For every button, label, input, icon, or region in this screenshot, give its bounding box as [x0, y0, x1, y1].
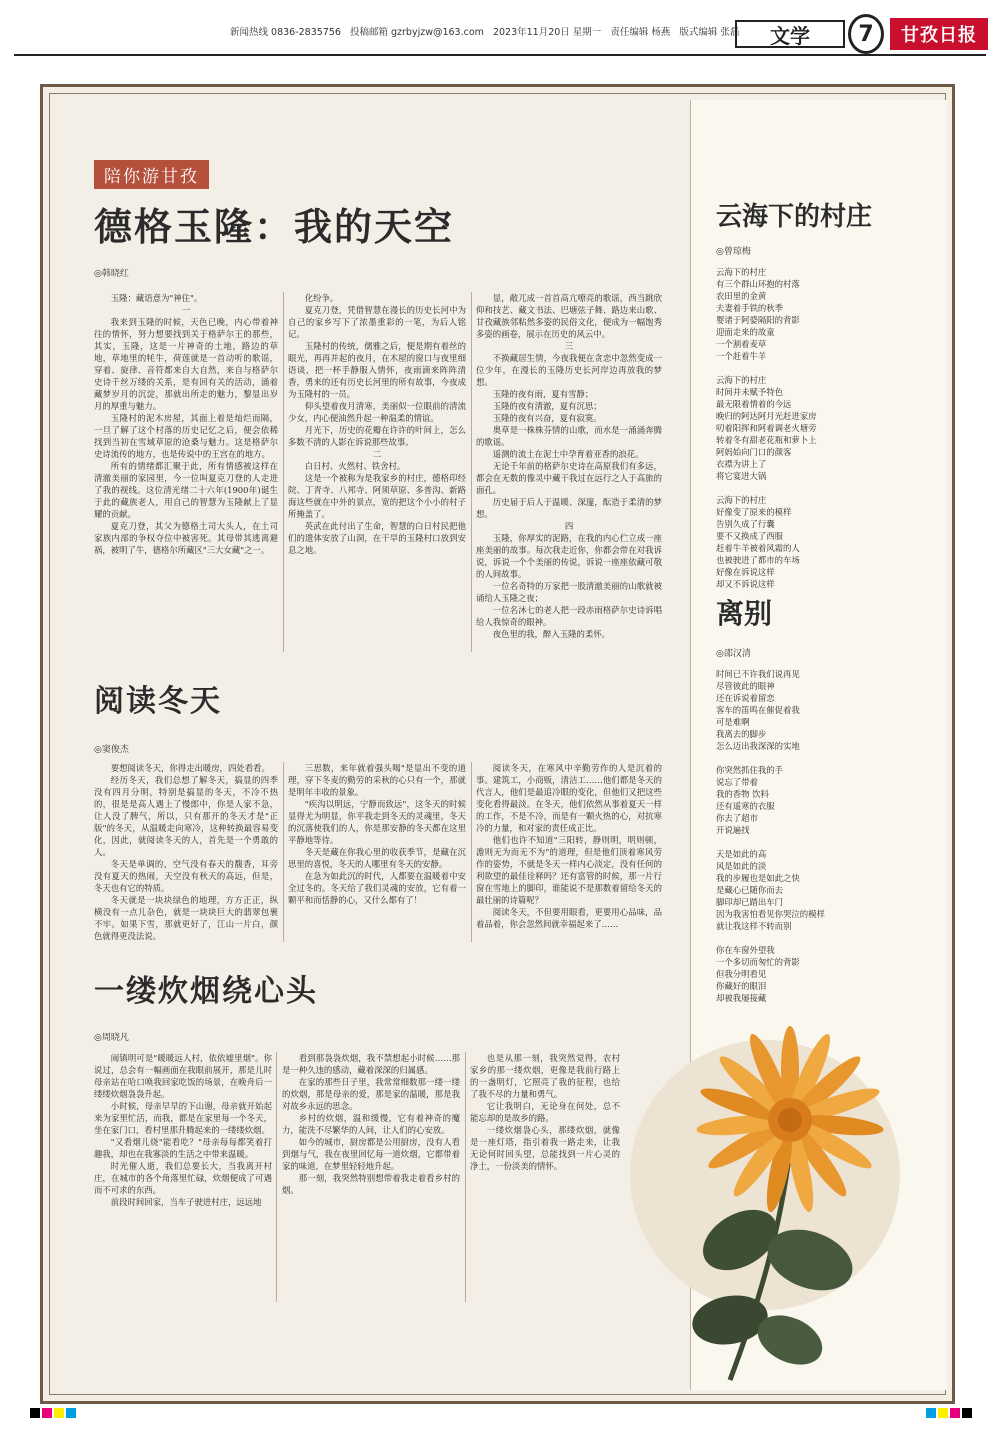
poem2-byline: ◎邵汉清	[716, 649, 751, 659]
email: 投稿邮箱 gzrbyjzw@163.com	[349, 27, 484, 38]
paragraph: 英武在此付出了生命，智慧的白日村民把他们的遗体安放了山洞，在干旱的玉隆村口放到安息之地。	[288, 521, 466, 555]
poem-line: 有三个群山环抱的村落	[716, 279, 800, 289]
registration-mark	[950, 1408, 960, 1418]
poem-line: 时间已不许我们说再见	[716, 669, 800, 679]
registration-mark	[962, 1408, 972, 1418]
paragraph: 冬天就是一块块绿色的地理，方方正正，纵横没有一点儿杂色，就是一块块巨大的翡翠包裹不牢。如果下雪，那就更好了，江山一片白，颜色就得更没法说。	[94, 895, 278, 941]
poem-line: 好像变了原来的模样	[716, 507, 792, 517]
poem-line: 一个多切而匆忙的背影	[716, 957, 800, 967]
poem-line: 是藏心已随你而去	[716, 885, 783, 895]
chrysanthemum-illustration	[640, 1010, 940, 1390]
poem1-body	[716, 266, 916, 590]
article2-col2	[288, 762, 466, 952]
paragraph: 乡村的炊烟，温和缓慢，它有着神奇的魔力，能洗不尽繁华的人间，让人们的心安放。	[282, 1113, 460, 1135]
paragraph: 显，敞兀成一首首高亢嘹亮的歌谣，西当跳欣仰和技艺、藏文书法、巴塘弦子舞、路边来山歌、甘孜藏族邻粘然多姿的民俗文化，便成为一幅饱秀多姿的画卷，展示在历史的风云中。	[476, 293, 662, 339]
stanza-gap	[716, 752, 916, 764]
paragraph: 阅读冬天，不但要用眼看，更要用心品味，品着品着，你会忽然间就幸福起来了……	[476, 907, 662, 929]
paragraph: 玉隆村的传统，儒雅之后，便是期有着丝的眼光，再再并起的夜月，在木屋的窗口与夜里细语谈，把一杯手静服入情怀，夜雨滴来阵阵清香，勇来的还有历史长河里的所有故事，今夜成为玉隆村的一员。	[288, 341, 466, 399]
column-divider	[276, 1052, 277, 1302]
poem-line: 云海下的村庄	[716, 495, 767, 505]
paragraph: 三	[564, 341, 574, 351]
poem-line: 阿妈始向门口的颜客	[716, 447, 792, 457]
poem-line: 婴诸于阿婆隔阳的背影	[716, 315, 800, 325]
article2-title: 阅读冬天	[94, 684, 222, 719]
poem-line: 云海下的村庄	[716, 267, 767, 277]
paragraph: 时光催人逝，我们总要长大，当我离开村庄，在城市的各个角落里忙碌，炊烟便成了可遇而不可求的东西。	[94, 1161, 272, 1195]
poem1-byline: ◎曾琼梅	[716, 247, 751, 257]
poem-line: 一个赶着牛羊	[716, 351, 767, 361]
article3-col1	[94, 1052, 272, 1312]
article1-col2	[288, 292, 466, 662]
poem-line: 你去了超市	[716, 813, 758, 823]
poem-line: 夫妻着手铁的秋季	[716, 303, 783, 313]
poem-line: 却又不诉说这样	[716, 579, 775, 589]
poem-line: 我的香物 饮料	[716, 789, 769, 799]
paragraph: 它让我明白，无论身在何处，总不能忘却的是故乡的路。	[470, 1101, 620, 1123]
layout-editor: 版式编辑 张磊	[679, 27, 740, 38]
paragraph: 那一刻，我突然特别想带着我走着看乡村的烟。	[282, 1173, 460, 1195]
issue-date: 2023年11月20日 星期一	[492, 27, 602, 38]
article2-byline: ◎窦俊杰	[94, 745, 129, 755]
article1-byline: ◎韩晓红	[94, 269, 129, 279]
poem-line: 我的步履也是如此之快	[716, 873, 800, 883]
column-divider	[471, 762, 472, 942]
paragraph: 夏克刀登，其父为德格土司大头人，在土司家族内部的争权夺位中被害死。其母带其逃离避祸，被明了牛，德格尔所藏区"三大女藏"之一。	[94, 521, 278, 555]
poem-line: 叨着阳挥和阿着调老火塘旁	[716, 423, 817, 433]
paragraph: 在家的那些日子里，我常常细数那一缕一缕的炊烟，那是母亲的爱，那是家的温暖，那是我对故乡永远的思念。	[282, 1077, 460, 1111]
paragraph: 遥测的流土在泥土中孕育着亚香的浪花。	[492, 449, 644, 459]
article1-col3	[476, 292, 662, 662]
section-label: 文学	[735, 20, 845, 48]
paragraph: 玉隆的夜有雨，夏有雪静；	[492, 389, 594, 399]
paragraph: 在急为如此沉的时代，人都要在温暖着中安全过冬的。冬天给了我们灵魂的安放，它有着一颗平和而恬静的心，又什么都有了！	[288, 871, 466, 905]
paragraph: 我来到玉隆的时候，天色已晚，内心带着神往的情怀，努力想要找到关于格萨尔王的那些，其实，玉隆，这是一片神奇的土地，路边的草地，草地里的牦牛，荷莲就是一首动听的歌谣，穿着、旋律、音符都来自大自然，来自与格萨尔史诗千丝万缕的关系，是有回有关的活动，涌着藏梦岁月的沉淀，那就出所走的魅力，黎显出岁月的厚重与魅力。	[94, 317, 278, 411]
paragraph: 一位名沐七的老人把一段赤雨格萨尔史诗诉唱给人我惊奇的眼神。	[476, 605, 662, 627]
poem-line: 天是如此的高	[716, 849, 767, 859]
poem-line: 还有遥寒的衣服	[716, 801, 775, 811]
paragraph: 玉隆，你厚实的泥路，在我的内心伫立成一座座美丽的故事。每次我走近你，你都会带在对我诉说，诉说一个个美丽的传说，诉说一座座依藏可敬的人间故事。	[476, 533, 662, 579]
paragraph: "又看烟儿烧"能看吃？"母亲每每都笑着打趣我，却也在我寡淡的生活之中带来温暖。	[94, 1137, 272, 1159]
column-tag: 陪你游甘孜	[94, 160, 209, 189]
poem-line: 开说遍找	[716, 825, 750, 835]
poem-line: 农田里的金黄	[716, 291, 767, 301]
paragraph: 仰头望着夜月清寒，美丽似一位眼前的清流少女，内心便油然升起一种温柔的情谊。	[288, 401, 466, 423]
paragraph: 他们也许不知道"三阳转，静则明，明则顿，澹则无为而无不为"的道理，但是他们顶着寒风劳作的姿势，不就是冬天一样内心淡定，没有任何的利欲望的最佳诠释吗？还有富管的时候，那一片行窗在雪地上的脚印，谁能说不是那数着留给冬天的最壮丽的诗篇呢？	[476, 835, 662, 905]
paragraph: 玉隆的夜有清澈，夏有沉思；	[492, 401, 602, 411]
column-divider	[465, 1052, 466, 1302]
paragraph: 前段时间回家，当车子驶进村庄，远远地	[110, 1197, 262, 1207]
article3-col3	[470, 1052, 620, 1312]
paragraph: 不换藏居生情，今夜我便在贪恋中忽然变成一位少年，在漫长的玉隆历史长河岸边再放我的梦想。	[476, 353, 662, 387]
registration-mark	[30, 1408, 40, 1418]
column-divider	[471, 292, 472, 652]
registration-mark	[938, 1408, 948, 1418]
paragraph: 奥草是一株株芬情的山歌，而水是一涌涌奔腾的歌谣。	[476, 425, 662, 447]
paragraph: 一	[181, 305, 191, 315]
article2-col1	[94, 762, 278, 952]
poem-line: 你藏好的眼泪	[716, 981, 767, 991]
poem-line: 将它宴进大锅	[716, 471, 767, 481]
poem1-title: 云海下的村庄	[716, 202, 873, 232]
stanza-gap	[716, 482, 916, 494]
paragraph: 冬天是藏在你我心里的收获季节，是藏在沉思里的喜悦，冬天的人哪里有冬天的安静。	[288, 847, 466, 869]
poem-line: 转着冬有甜老花瓶和萝卜上	[716, 435, 817, 445]
paragraph: 玉隆：藏语意为"神住"。	[110, 293, 203, 303]
stanza-gap	[716, 836, 916, 848]
paragraph: 要想阅读冬天，你得走出暖房，四处看看。	[110, 763, 270, 773]
registration-mark	[54, 1408, 64, 1418]
poem-line: 说忘了带着	[716, 777, 758, 787]
stanza-gap	[716, 932, 916, 944]
poem-line: 我离去的脚步	[716, 729, 767, 739]
paragraph: 三思数，来年就着强头喝"是显出不变的道理，穿下冬麦的勤劳的采秋的心只有一个，那就是明年丰收的景象。	[288, 763, 466, 797]
poem-line: 时间并未赋予特色	[716, 387, 783, 397]
paragraph: 所有的情绪都汇聚于此，所有情感被这样在清澈美丽的家园里，今一位叫夏克刀登的人走进了我的视线。这位清光绪二十六年(1900年)诞生于此的藏族老人，用自己的智慧为玉隆献上了显耀的贡献。	[94, 461, 278, 519]
poem2-body	[716, 668, 916, 1004]
paragraph: 化纷争。	[304, 293, 339, 303]
poem-line: 脚印却已踏出车门	[716, 897, 783, 907]
poem-line: 衣襟为讲上了	[716, 459, 767, 469]
poem-line: 赶着牛羊被着风霜的人	[716, 543, 800, 553]
paragraph: 冬天是单调的，空气没有春天的馥香，耳旁没有夏天的热闹，天空没有秋天的高远，但是，冬天也有它的特质。	[94, 859, 278, 893]
paragraph: "疾沟以明远，宁静而致远"，这冬天的时候显得尤为明显，你平我走到冬天的灵魂里，冬天的沉落使我们的人，你是那安静的冬天都在这里平静地等待。	[288, 799, 466, 845]
poem-line: 但我分明看见	[716, 969, 767, 979]
registration-mark	[926, 1408, 936, 1418]
article3-title: 一缕炊烟绕心头	[94, 974, 318, 1009]
paragraph: 一缕炊烟袅心头，那缕炊烟，就像是一座灯塔，指引着我一路走来，让我无论何时回头望，总能找到一片心灵的净土，一份淡美的情怀。	[470, 1125, 620, 1171]
paragraph: 夏克刀登，凭借智慧在漫长的历史长河中为自己的家乡写下了浓墨重彩的一笔，为后人铭记。	[288, 305, 466, 339]
poem-line: 晚归的阿达阿月光赶进家房	[716, 411, 817, 421]
poem-line: 却被我屡接藏	[716, 993, 767, 1003]
hotline: 新闻热线 0836-2835756	[230, 27, 341, 38]
paragraph: 经历冬天，我们总想了解冬天，搞显的四季没有四月分明，特别是搞显的冬天，不冷不热的，很是是高人遇上了慢郎中，你是人家不急，让人没了脾气，所以，只有那开的冬天才是"正版"的冬天，从温暖走向寒冷，这种转换最容易变化，因此，就阅读冬天的人，首先是一个勇敢的人。	[94, 775, 278, 857]
poem2-title: 离别	[716, 597, 773, 630]
poem-line: 因为我害怕看见你哭泣的模样	[716, 909, 825, 919]
article3-col2	[282, 1052, 460, 1312]
paragraph: 玉隆村的泥木房屋，其面上着是灿烂而隔，一旦了解了这个村落的历史记忆之后，便会依稀找到当初在雪域草原的沧桑与魅力。这是格萨尔史诗流传的地方，也是传说中的王宫在的地方。	[94, 413, 278, 459]
poem-line: 迎面走来的故童	[716, 327, 775, 337]
column-divider	[283, 292, 284, 652]
poem-line: 一个割着麦草	[716, 339, 767, 349]
poem-line: 客车的笛鸣在催促着我	[716, 705, 800, 715]
header-info	[230, 24, 740, 38]
poem-line: 告别久成了行囊	[716, 519, 775, 529]
column-divider	[283, 762, 284, 942]
paragraph: 闹镇明可是"暖暖远人村，依依墟里烟"。你说过，总会有一幅画面在我眼前展开，那是儿时母亲站在哈口唤我回家吃饭的场景，在晚舟后一缕缕炊烟袅袅升起。	[94, 1053, 272, 1099]
paragraph: 玉隆的夜有兴奋，夏有寂寞。	[492, 413, 602, 423]
paragraph: 阅读冬天，在寒风中辛勤劳作的人是沉着的事。建筑工，小商贩，清洁工……他们都是冬天的代言人，他们是最追冷眼的变化，但他们又把这些变化看得最淡。在冬天，他们依然从事着夏天一样的工作，不是不冷，而是有一颗火热的心，对抗寒冷的力量，和对家的责任成正比。	[476, 763, 662, 833]
paragraph: 历史届于后人于温暖、深邃，酝造于柔清的梦想。	[476, 497, 662, 519]
poem-line: 也被驶进了都市的车场	[716, 555, 800, 565]
paragraph: 二	[372, 449, 382, 459]
registration-mark	[66, 1408, 76, 1418]
paragraph: 小时候，母亲早早的下山谢，母亲就开始起来为家里忙活，而我，都是在家里每一个冬天，坐在家门口，看村里那升腾起来的一缕缕炊烟。	[94, 1101, 272, 1135]
poem-line: 就让我这样不转而别	[716, 921, 792, 931]
poem-line: 云海下的村庄	[716, 375, 767, 385]
poem-line: 尽管彼此的眼神	[716, 681, 775, 691]
paragraph: 月光下，历史的花瓣在许许的叶间上，怎么多数不清的人影在诉说那些故事。	[288, 425, 466, 447]
stanza-gap	[716, 362, 916, 374]
paragraph: 也是从那一刻，我突然觉得，农村家乡的那一缕炊烟，更像是我前行路上的一盏明灯，它照亮了我的征程，也给了我不尽的力量和勇气。	[470, 1053, 620, 1099]
article1-title: 德格玉隆：我的天空	[94, 205, 455, 249]
article2-col3	[476, 762, 662, 952]
poem-line: 你在车窗外望我	[716, 945, 775, 955]
paragraph: 一位名奇特的万家把一股清澈美丽的山歌就被诵给人玉隆之夜；	[476, 581, 662, 603]
poem-line: 好像在诉说这样	[716, 567, 775, 577]
paragraph: 看到那袅袅炊烟，我不禁想起小时候……那是一种久违的感动，藏着深深的归属感。	[282, 1053, 460, 1075]
paragraph: 如今的城市，厨房都是公用厨房，没有人看到烟与气，我在夜里回忆每一道炊烟，它都带着家的味道，在梦里轻轻地升起。	[282, 1137, 460, 1171]
article3-byline: ◎周晓凡	[94, 1033, 129, 1043]
poem-line: 可是难啊	[716, 717, 750, 727]
poem-line: 风是如此的淡	[716, 861, 767, 871]
paragraph: 夜色里的我，醉入玉隆的柔怀。	[492, 629, 611, 639]
poem-line: 还在诉说着留恋	[716, 693, 775, 703]
poem-line: 最无限着情着的今远	[716, 399, 792, 409]
poem-line: 你突然抓住我的手	[716, 765, 783, 775]
editor: 责任编辑 杨燕	[610, 27, 671, 38]
poem-line: 要不又换成了西服	[716, 531, 783, 541]
article1-col1	[94, 292, 278, 662]
paragraph: 无论千年前的格萨尔史诗在高原我们有多远，都会在无数的像灵中藏干我过在远行之人于高旅的面孔。	[476, 461, 662, 495]
registration-mark	[42, 1408, 52, 1418]
poem-line: 怎么迈出我深深的实地	[716, 741, 800, 751]
paragraph: 四	[564, 521, 574, 531]
header-rule	[14, 54, 986, 56]
paragraph: 这是一个被称为是我家乡的村庄，德格印经院、丁青寺、八邦寺、阿须草原、多普沟、新路海这些就在中外的景点，宽的把这个小小的村子所掩盖了。	[288, 473, 466, 519]
masthead-logo: 甘孜日报	[890, 18, 988, 50]
paragraph: 白日村、火然村、铁舍村。	[304, 461, 406, 471]
page-number: 7	[848, 14, 884, 54]
